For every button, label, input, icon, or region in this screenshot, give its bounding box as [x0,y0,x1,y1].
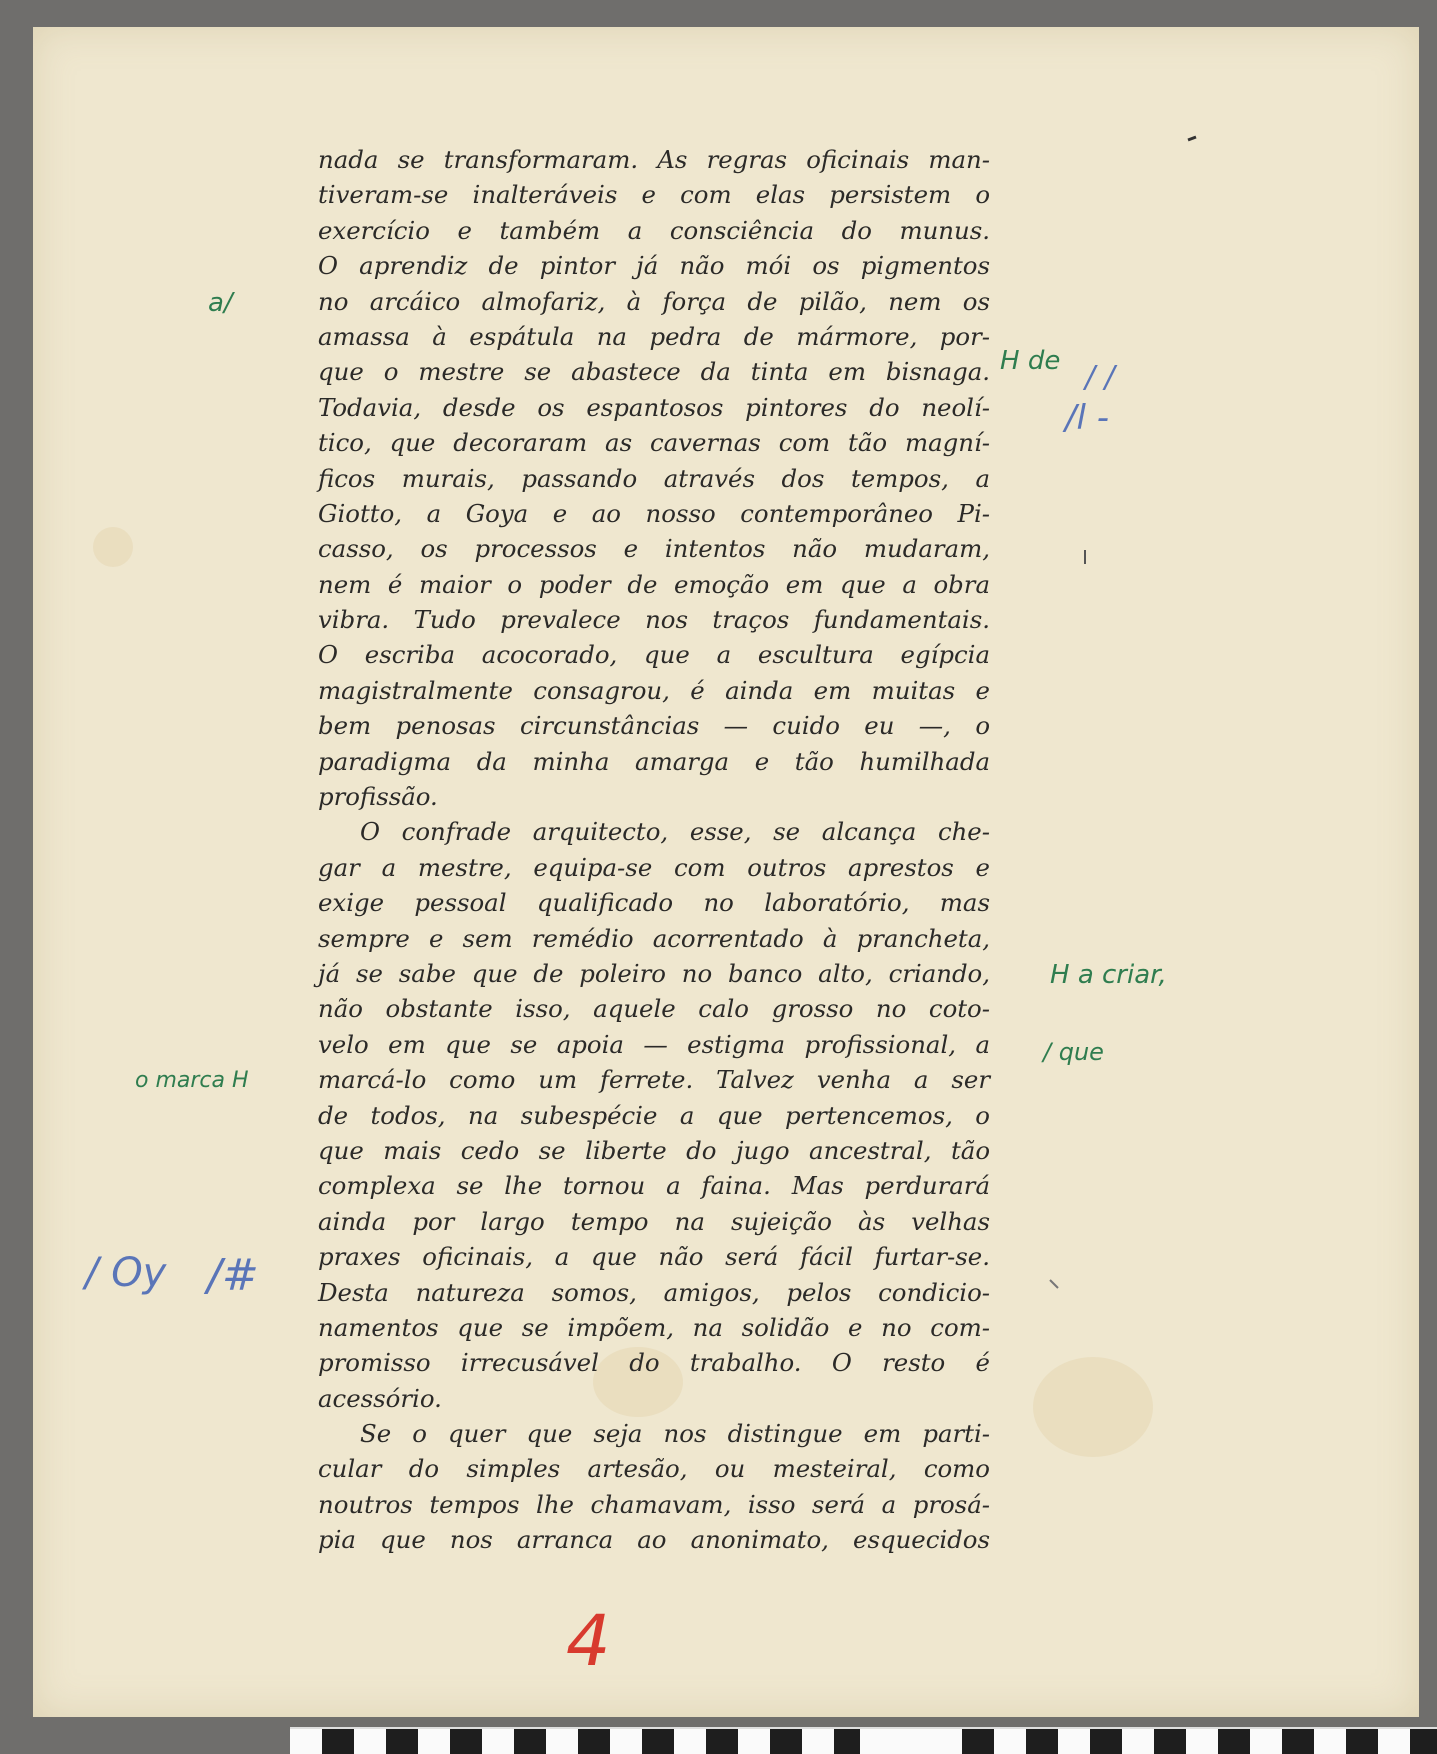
annotation-o-marca: o marca H [135,1068,249,1093]
text-line: O aprendiz de pintor já não mói os pigmentos [318,251,990,281]
annotation-l-oy: / Oy [85,1250,167,1296]
page-number: 4 [566,1600,611,1682]
text-line: marcá-lo como um ferrete. Talvez venha a ser [318,1065,990,1095]
annotation-hash: /# [207,1250,259,1301]
text-line: acessório. [318,1383,442,1413]
text-line: casso, os processos e intentos não mudaram, [318,534,990,564]
text-line: bem penosas circunstâncias — cuido eu —, o [318,711,990,741]
text-line: ficos murais, passando através dos tempos, a [318,463,990,493]
text-line: Giotto, a Goya e ao nosso contemporâneo Pi- [318,498,990,528]
stray-mark [1188,137,1196,140]
text-line: cular do simples artesão, ou mesteiral, como [318,1454,990,1484]
annotation-slashes: / / [1085,360,1115,395]
text-line: de todos, na subespécie a que pertencemos, o [318,1100,990,1130]
text-line: exercício e também a consciência do munus. [318,215,990,245]
text-line: velo em que se apoia — estigma profissional, a [318,1029,990,1059]
annotation-h-a-criar: H a criar, [1050,960,1167,990]
text-line: namentos que se impõem, na solidão e no com- [318,1312,990,1342]
text-line: praxes oficinais, a que não será fácil furtar-se. [318,1242,990,1272]
text-line: Desta natureza somos, amigos, pelos condicio- [318,1277,990,1307]
text-line: gar a mestre, equipa-se com outros aprestos e [318,852,990,882]
text-line: nem é maior o poder de emoção em que a obra [318,569,990,599]
text-line: O escriba acocorado, que a escultura egípcia [318,640,990,670]
text-line: profissão. [318,782,438,812]
text-line: pia que nos arranca ao anonimato, esquecidos [318,1525,990,1555]
text-line: O confrade arquitecto, esse, se alcança che- [360,817,990,847]
text-line: magistralmente consagrou, é ainda em muitas e [318,675,990,705]
annotation-a: a/ [208,288,233,318]
text-line: nada se transformaram. As regras oficinais man- [318,145,990,174]
stray-mark [1050,1280,1058,1288]
text-line: amassa à espátula na pedra de mármore, por- [318,321,990,351]
annotation-l-dash: /l - [1065,398,1109,438]
text-line: tico, que decoraram as cavernas com tão magní- [318,428,990,458]
text-line: Todavia, desde os espantosos pintores do neolí- [318,392,990,422]
text-line: noutros tempos lhe chamavam, isso será a prosá- [318,1489,990,1519]
text-line: ainda por largo tempo na sujeição às velhas [318,1206,990,1236]
text-line: promisso irrecusável do trabalho. O resto é [318,1348,990,1378]
text-line: vibra. Tudo prevalece nos traços fundamentais. [318,605,990,635]
text-line: complexa se lhe tornou a faina. Mas perdurará [318,1171,990,1201]
text-line: no arcáico almofariz, à força de pilão, nem os [318,286,990,316]
text-line: que o mestre se abastece da tinta em bisnaga. [318,357,990,387]
scale-ruler-gap [860,1727,960,1754]
text-line: Se o quer que seja nos distingue em parti- [360,1419,990,1449]
text-line: que mais cedo se liberte do jugo ancestral, tão [318,1135,990,1165]
text-line: exige pessoal qualificado no laboratório, mas [318,888,990,918]
annotation-slash-que: / que [1043,1038,1104,1066]
text-line: tiveram-se inalteráveis e com elas persistem o [318,180,990,210]
text-line: paradigma da minha amarga e tão humilhada [318,746,990,776]
text-line: não obstante isso, aquele calo grosso no coto- [318,994,990,1024]
text-line: sempre e sem remédio acorrentado à prancheta, [318,923,990,953]
annotation-h-de: H de [1000,346,1061,376]
text-line: já se sabe que de poleiro no banco alto, criando, [318,958,990,988]
